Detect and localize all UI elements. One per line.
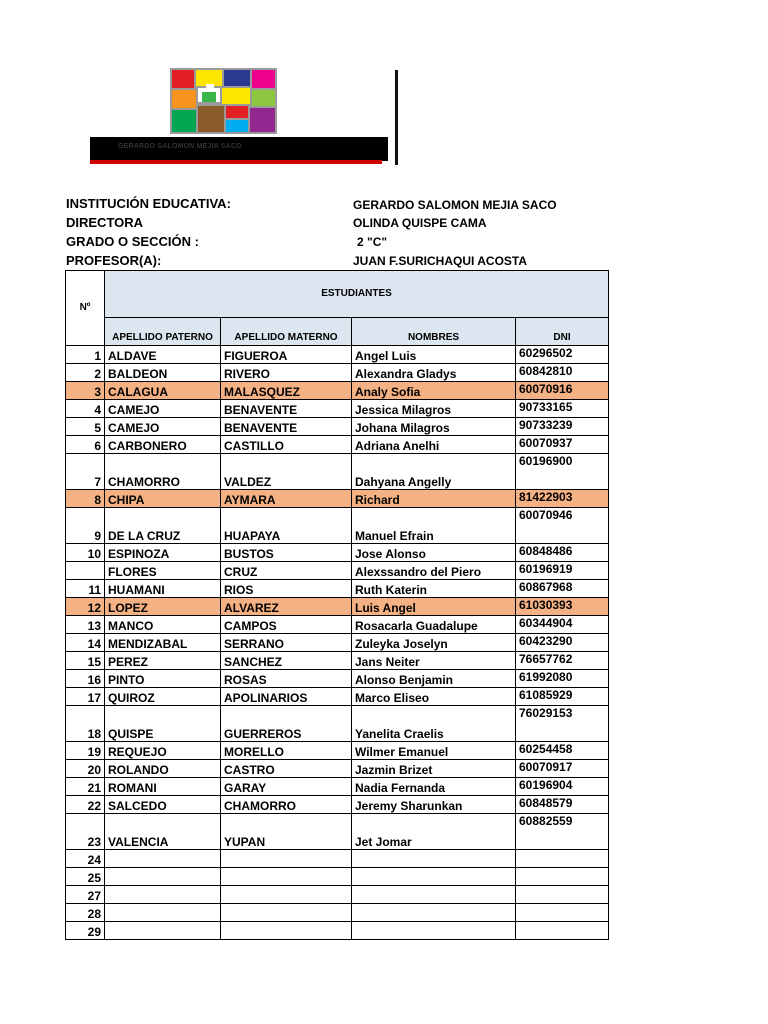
- nombres-cell: Angel Luis: [352, 346, 516, 364]
- apellido-paterno-cell: [105, 904, 221, 922]
- dni-cell: 60842810: [516, 364, 609, 382]
- table-row: [66, 364, 609, 382]
- apellido-paterno-cell: MENDIZABAL: [105, 634, 221, 652]
- apellido-materno-cell: [221, 922, 352, 940]
- row-number: 20: [66, 760, 105, 778]
- apellido-paterno-cell: ROMANI: [105, 778, 221, 796]
- apellido-materno-cell: BUSTOS: [221, 544, 352, 562]
- table-row: [66, 688, 609, 706]
- apellido-materno-cell: BENAVENTE: [221, 400, 352, 418]
- dni-cell: 90733165: [516, 400, 609, 418]
- apellido-materno-cell: SERRANO: [221, 634, 352, 652]
- table-row: [66, 760, 609, 778]
- apellido-materno-cell: HUAPAYA: [221, 508, 352, 544]
- nombres-cell: Yanelita Craelis: [352, 706, 516, 742]
- row-number: 8: [66, 490, 105, 508]
- apellido-materno-cell: CAMPOS: [221, 616, 352, 634]
- row-number: 10: [66, 544, 105, 562]
- row-number: 4: [66, 400, 105, 418]
- table-row: [66, 400, 609, 418]
- apellido-materno-cell: BENAVENTE: [221, 418, 352, 436]
- nombres-cell: [352, 886, 516, 904]
- apellido-paterno-cell: HUAMANI: [105, 580, 221, 598]
- table-row: [66, 652, 609, 670]
- nombres-cell: Alexandra Gladys: [352, 364, 516, 382]
- apellido-paterno-cell: BALDEON: [105, 364, 221, 382]
- col-header-dni: DNI: [516, 318, 609, 346]
- apellido-materno-cell: MALASQUEZ: [221, 382, 352, 400]
- table-row: [66, 580, 609, 598]
- row-number: 22: [66, 796, 105, 814]
- nombres-cell: Wilmer Emanuel: [352, 742, 516, 760]
- dni-cell: [516, 868, 609, 886]
- table-row: [66, 850, 609, 868]
- nombres-cell: Jose Alonso: [352, 544, 516, 562]
- row-number: 14: [66, 634, 105, 652]
- apellido-paterno-cell: CHAMORRO: [105, 454, 221, 490]
- nombres-cell: Ruth Katerin: [352, 580, 516, 598]
- dni-cell: 60344904: [516, 616, 609, 634]
- apellido-paterno-cell: QUIROZ: [105, 688, 221, 706]
- dni-cell: 76657762: [516, 652, 609, 670]
- apellido-paterno-cell: [105, 850, 221, 868]
- row-number: 16: [66, 670, 105, 688]
- dni-cell: 61992080: [516, 670, 609, 688]
- table-row: [66, 778, 609, 796]
- student-table-body: [66, 346, 609, 940]
- apellido-materno-cell: FIGUEROA: [221, 346, 352, 364]
- row-number: 9: [66, 508, 105, 544]
- dni-cell: 76029153: [516, 706, 609, 742]
- dni-cell: 60070916: [516, 382, 609, 400]
- row-number: 3: [66, 382, 105, 400]
- nombres-cell: Jazmin Brizet: [352, 760, 516, 778]
- nombres-cell: [352, 850, 516, 868]
- nombres-cell: Analy Sofia: [352, 382, 516, 400]
- apellido-paterno-cell: QUISPE: [105, 706, 221, 742]
- grado-label: GRADO O SECCIÓN :: [66, 234, 199, 249]
- apellido-paterno-cell: CHIPA: [105, 490, 221, 508]
- num-header: Nº: [66, 271, 105, 346]
- table-row: [66, 922, 609, 940]
- directora-value: OLINDA QUISPE CAMA: [353, 216, 487, 230]
- row-number: 18: [66, 706, 105, 742]
- apellido-paterno-cell: PEREZ: [105, 652, 221, 670]
- apellido-paterno-cell: CARBONERO: [105, 436, 221, 454]
- row-number: 25: [66, 868, 105, 886]
- row-number: 5: [66, 418, 105, 436]
- dni-cell: 90733239: [516, 418, 609, 436]
- table-row: [66, 490, 609, 508]
- table-row: [66, 814, 609, 850]
- apellido-materno-cell: SANCHEZ: [221, 652, 352, 670]
- dni-cell: 60070937: [516, 436, 609, 454]
- dni-cell: 60296502: [516, 346, 609, 364]
- nombres-cell: Richard: [352, 490, 516, 508]
- nombres-cell: Alonso Benjamin: [352, 670, 516, 688]
- dni-cell: 60254458: [516, 742, 609, 760]
- dni-cell: 60867968: [516, 580, 609, 598]
- directora-label: DIRECTORA: [66, 215, 144, 230]
- nombres-cell: Nadia Fernanda: [352, 778, 516, 796]
- apellido-materno-cell: CHAMORRO: [221, 796, 352, 814]
- nombres-cell: Alexssandro del Piero: [352, 562, 516, 580]
- nombres-cell: Manuel Efrain: [352, 508, 516, 544]
- apellido-materno-cell: GUERREROS: [221, 706, 352, 742]
- row-number: 23: [66, 814, 105, 850]
- dni-cell: [516, 886, 609, 904]
- nombres-cell: Marco Eliseo: [352, 688, 516, 706]
- apellido-paterno-cell: PINTO: [105, 670, 221, 688]
- nombres-cell: Johana Milagros: [352, 418, 516, 436]
- institution-logo: [170, 68, 277, 134]
- nombres-cell: [352, 922, 516, 940]
- header-banner-stripe: [90, 160, 382, 164]
- apellido-paterno-cell: SALCEDO: [105, 796, 221, 814]
- row-number: 17: [66, 688, 105, 706]
- row-number: 11: [66, 580, 105, 598]
- apellido-paterno-cell: ESPINOZA: [105, 544, 221, 562]
- apellido-materno-cell: CASTILLO: [221, 436, 352, 454]
- header-divider: [395, 70, 398, 165]
- institucion-value: GERARDO SALOMON MEJIA SACO: [353, 198, 557, 212]
- table-row: [66, 616, 609, 634]
- table-row: [66, 904, 609, 922]
- apellido-materno-cell: AYMARA: [221, 490, 352, 508]
- nombres-cell: Jans Neiter: [352, 652, 516, 670]
- dni-cell: [516, 904, 609, 922]
- row-number: 15: [66, 652, 105, 670]
- apellido-paterno-cell: MANCO: [105, 616, 221, 634]
- dni-cell: 60196904: [516, 778, 609, 796]
- dni-cell: 60423290: [516, 634, 609, 652]
- students-group-header: ESTUDIANTES: [105, 271, 609, 318]
- institucion-label: INSTITUCIÓN EDUCATIVA:: [66, 196, 231, 211]
- nombres-cell: Jessica Milagros: [352, 400, 516, 418]
- table-row: [66, 742, 609, 760]
- row-number: 2: [66, 364, 105, 382]
- apellido-paterno-cell: VALENCIA: [105, 814, 221, 850]
- apellido-materno-cell: ALVAREZ: [221, 598, 352, 616]
- col-header-materno: APELLIDO MATERNO: [221, 318, 352, 346]
- table-row: [66, 454, 609, 490]
- apellido-materno-cell: [221, 886, 352, 904]
- row-number: 7: [66, 454, 105, 490]
- table-row: [66, 436, 609, 454]
- apellido-paterno-cell: LOPEZ: [105, 598, 221, 616]
- apellido-materno-cell: YUPAN: [221, 814, 352, 850]
- table-row: [66, 382, 609, 400]
- dni-cell: 60196900: [516, 454, 609, 490]
- grado-value: 2 "C": [357, 235, 388, 249]
- dni-cell: [516, 922, 609, 940]
- table-row: [66, 868, 609, 886]
- nombres-cell: [352, 904, 516, 922]
- apellido-paterno-cell: ROLANDO: [105, 760, 221, 778]
- apellido-paterno-cell: ALDAVE: [105, 346, 221, 364]
- nombres-cell: Adriana Anelhi: [352, 436, 516, 454]
- table-row: [66, 886, 609, 904]
- row-number: 1: [66, 346, 105, 364]
- col-header-nombres: NOMBRES: [352, 318, 516, 346]
- row-number: 21: [66, 778, 105, 796]
- apellido-materno-cell: APOLINARIOS: [221, 688, 352, 706]
- table-row: [66, 508, 609, 544]
- dni-cell: 60070946: [516, 508, 609, 544]
- apellido-materno-cell: CASTRO: [221, 760, 352, 778]
- table-row: [66, 544, 609, 562]
- table-row: [66, 634, 609, 652]
- student-table: [65, 270, 609, 940]
- row-number: [66, 562, 105, 580]
- nombres-cell: Jeremy Sharunkan: [352, 796, 516, 814]
- dni-cell: 60070917: [516, 760, 609, 778]
- table-row: [66, 562, 609, 580]
- col-header-paterno: APELLIDO PATERNO: [105, 318, 221, 346]
- row-number: 19: [66, 742, 105, 760]
- table-row: [66, 598, 609, 616]
- banner-text: GERARDO SALOMON MEJIA SACO: [118, 143, 242, 150]
- profesor-label: PROFESOR(A):: [66, 253, 162, 268]
- dni-cell: 61085929: [516, 688, 609, 706]
- apellido-paterno-cell: [105, 868, 221, 886]
- nombres-cell: Dahyana Angelly: [352, 454, 516, 490]
- table-row: [66, 796, 609, 814]
- dni-cell: 81422903: [516, 490, 609, 508]
- apellido-materno-cell: ROSAS: [221, 670, 352, 688]
- row-number: 29: [66, 922, 105, 940]
- row-number: 28: [66, 904, 105, 922]
- dni-cell: [516, 850, 609, 868]
- row-number: 27: [66, 886, 105, 904]
- nombres-cell: Luis Angel: [352, 598, 516, 616]
- table-row: [66, 418, 609, 436]
- dni-cell: 60196919: [516, 562, 609, 580]
- row-number: 24: [66, 850, 105, 868]
- row-number: 12: [66, 598, 105, 616]
- apellido-materno-cell: VALDEZ: [221, 454, 352, 490]
- dni-cell: 60848486: [516, 544, 609, 562]
- apellido-materno-cell: RIOS: [221, 580, 352, 598]
- dni-cell: 60848579: [516, 796, 609, 814]
- apellido-paterno-cell: REQUEJO: [105, 742, 221, 760]
- apellido-materno-cell: CRUZ: [221, 562, 352, 580]
- table-row: [66, 706, 609, 742]
- apellido-paterno-cell: [105, 886, 221, 904]
- apellido-paterno-cell: CALAGUA: [105, 382, 221, 400]
- apellido-materno-cell: RIVERO: [221, 364, 352, 382]
- apellido-paterno-cell: DE LA CRUZ: [105, 508, 221, 544]
- nombres-cell: Jet Jomar: [352, 814, 516, 850]
- apellido-paterno-cell: [105, 922, 221, 940]
- nombres-cell: Zuleyka Joselyn: [352, 634, 516, 652]
- row-number: 6: [66, 436, 105, 454]
- dni-cell: 60882559: [516, 814, 609, 850]
- nombres-cell: [352, 868, 516, 886]
- apellido-materno-cell: [221, 904, 352, 922]
- apellido-materno-cell: [221, 850, 352, 868]
- row-number: 13: [66, 616, 105, 634]
- nombres-cell: Rosacarla Guadalupe: [352, 616, 516, 634]
- profesor-value: JUAN F.SURICHAQUI ACOSTA: [353, 254, 528, 268]
- apellido-paterno-cell: CAMEJO: [105, 400, 221, 418]
- table-row: [66, 670, 609, 688]
- table-row: [66, 346, 609, 364]
- apellido-materno-cell: MORELLO: [221, 742, 352, 760]
- dni-cell: 61030393: [516, 598, 609, 616]
- apellido-materno-cell: [221, 868, 352, 886]
- apellido-paterno-cell: CAMEJO: [105, 418, 221, 436]
- apellido-materno-cell: GARAY: [221, 778, 352, 796]
- apellido-paterno-cell: FLORES: [105, 562, 221, 580]
